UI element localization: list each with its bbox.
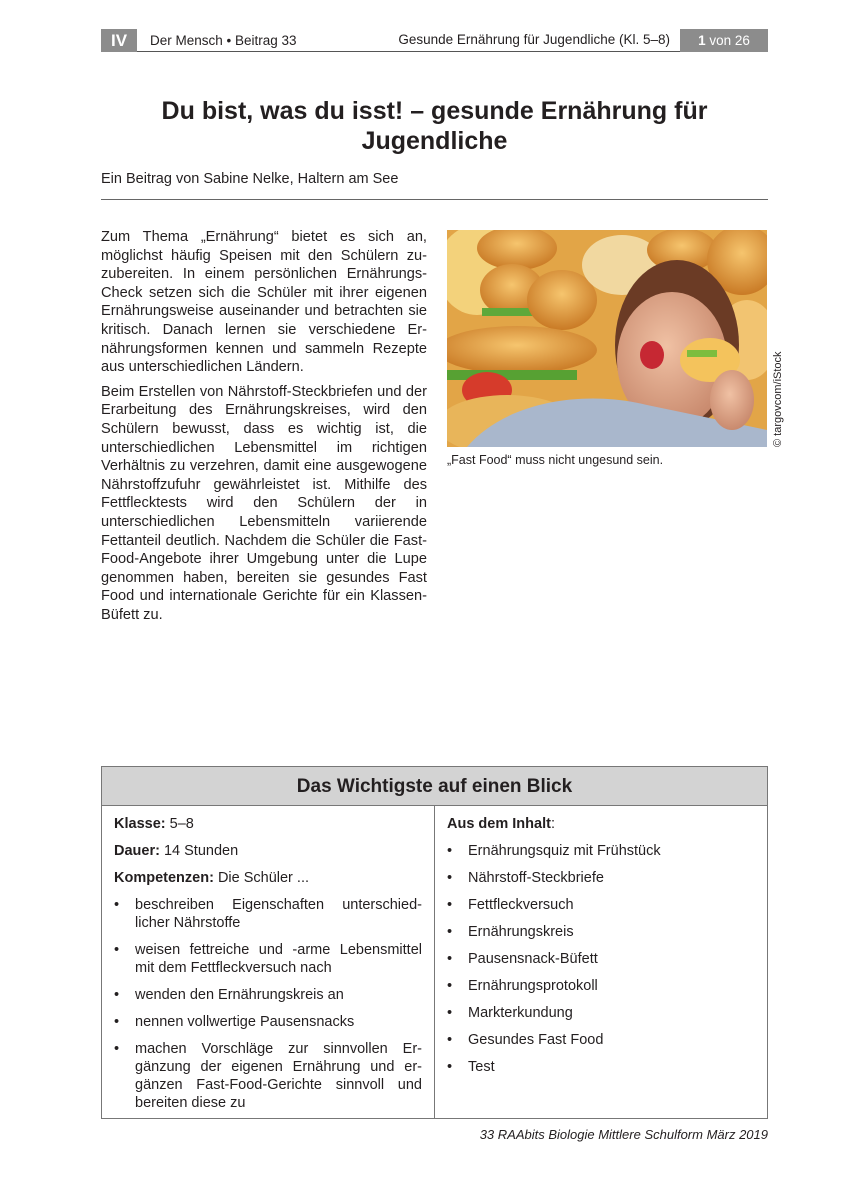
list-item: • nennen vollwertige Pausensnacks <box>114 1013 422 1031</box>
kompetenzen-row <box>114 869 422 887</box>
klasse-value: 5–8 <box>169 816 194 832</box>
kompetenzen-list <box>114 896 422 1112</box>
klasse-row <box>114 815 422 833</box>
list-item: • Test <box>447 1058 755 1076</box>
dauer-value: 14 Stunden <box>163 843 239 859</box>
photo-credit: © targovcom/iStock <box>772 351 784 447</box>
list-item: • Ernährungsquiz mit Frühstück <box>447 842 755 860</box>
list-item: • Nährstoff-Steckbriefe <box>447 869 755 887</box>
list-item: • Pausensnack-Büfett <box>447 950 755 968</box>
photo-caption: „Fast Food“ muss nicht ungesund sein. <box>447 453 664 467</box>
list-item: • Fettfleckversuch <box>447 896 755 914</box>
list-item: • weisen fettreiche und -arme Lebensmittel mit dem Fettfleckversuch nach <box>114 941 422 977</box>
list-item: • Ernährungsprotokoll <box>447 977 755 995</box>
page-header <box>101 29 768 52</box>
intro-text <box>101 228 427 630</box>
series-label: Der Mensch • Beitrag 33 <box>150 33 297 48</box>
summary-box <box>101 766 768 1119</box>
kompetenzen-value: Die Schüler ... <box>217 870 310 886</box>
fast-food-photo <box>447 230 767 447</box>
summary-heading: Das Wichtigste auf einen Blick <box>102 767 767 806</box>
klasse-label: Klasse: <box>114 816 166 832</box>
kompetenzen-label: Kompetenzen: <box>114 870 214 886</box>
page-title: Du bist, was du isst! – gesunde Ernährung für Jugendliche <box>161 97 708 155</box>
author-line: Ein Beitrag von Sabine Nelke, Haltern am See <box>101 171 399 187</box>
list-item: • machen Vorschläge zur sinnvollen Ergänzung der eigenen Ernährung und ergänzen Fast-Food-Gerichte sinnvoll und bereiten diese zu <box>114 1040 422 1112</box>
inhalt-label: Aus dem Inhalt <box>447 816 551 832</box>
page-footer: 33 RAAbits Biologie Mittlere Schulform März 2019 <box>479 1127 768 1142</box>
list-item: • wenden den Ernährungskreis an <box>114 986 422 1004</box>
inhalt-heading <box>447 815 755 833</box>
inhalt-list <box>447 842 755 1076</box>
intro-paragraph: Beim Erstellen von Nährstoff-Steckbriefen und der Erarbeitung des Ernährungskreises, wird den Schülern bewusst, dass es wichtig ist, die unterschiedlichen Lebensmittel im richtigen Verhältnis zu verzehren, damit eine ausgewogene Nährstoffzufuhr gewährleistet ist. Mithilfe des Fettflecktests wird den Schülern der in unterschiedlichen Lebensmitteln variierende Fettanteil deutlich. Nachdem die Schüler die Fast-Food-Angebote ihrer Umgebung unter die Lupe genommen haben, bereiten sie gesundes Fast Food und internationale Gerichte für ein Klassen-Büfett zu. <box>101 383 427 623</box>
list-item: • beschreiben Eigenschaften unterschiedlicher Nährstoffe <box>114 896 422 932</box>
list-item: • Markterkundung <box>447 1004 755 1022</box>
dauer-row <box>114 842 422 860</box>
photo-illustration <box>447 230 767 447</box>
page-current: 1 <box>698 33 706 48</box>
summary-right-column <box>435 806 767 1118</box>
divider <box>101 199 768 200</box>
section-number: IV <box>101 29 137 52</box>
page-indicator <box>680 29 768 52</box>
intro-paragraph: Zum Thema „Ernährung“ bietet es sich an, möglichst häufig Speisen mit den Schülern zuzubereiten. In einem persönlichen Ernährungs-Check setzen sich die Schüler mit ihrer eigenen Ernährungsweise auseinander und betrachten sie kritisch. Danach lernen sie verschiedene Ernährungsformen kennen und sammeln Rezepte aus unterschiedlichen Ländern. <box>101 229 427 376</box>
dauer-label: Dauer: <box>114 843 160 859</box>
summary-left-column <box>102 806 435 1118</box>
inhalt-colon: : <box>550 816 555 832</box>
topic-label: Gesunde Ernährung für Jugendliche (Kl. 5–8) <box>398 32 670 47</box>
list-item: • Ernährungskreis <box>447 923 755 941</box>
page-total: von 26 <box>709 33 750 48</box>
list-item: • Gesundes Fast Food <box>447 1031 755 1049</box>
